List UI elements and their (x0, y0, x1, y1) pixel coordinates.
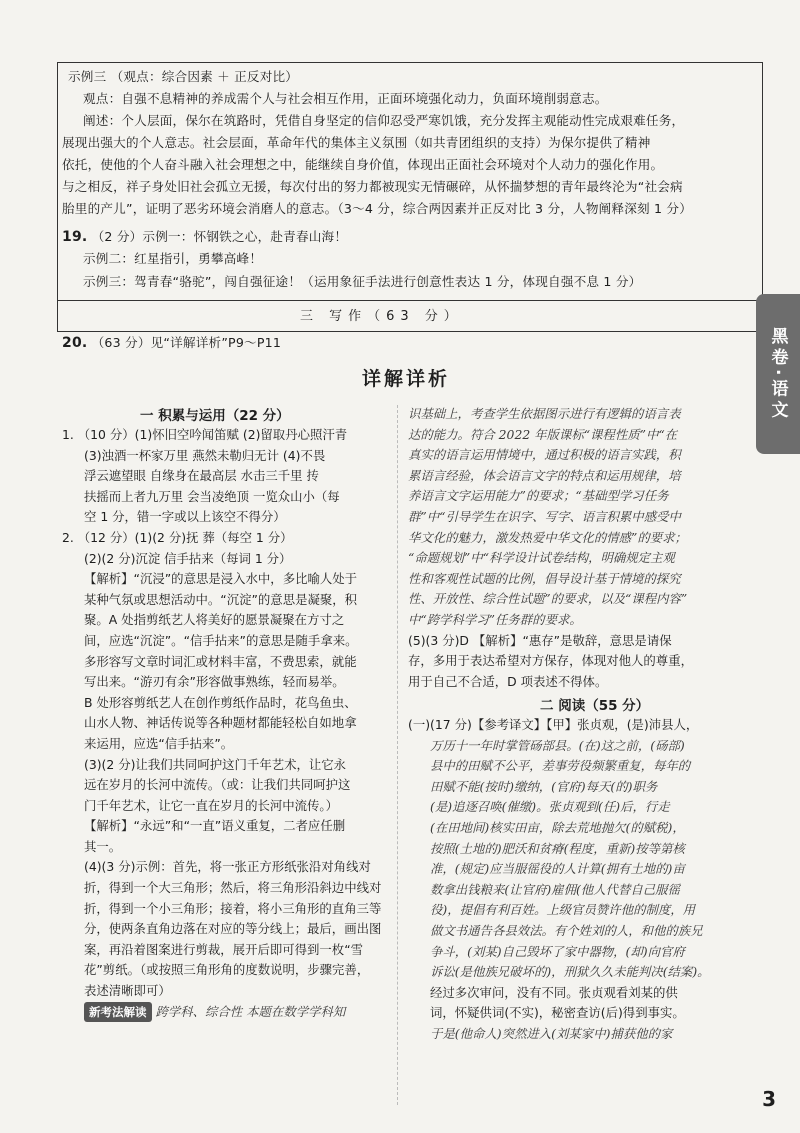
right-line: 于是(他命人)突然进入(刘某家中)捕获他的家 (430, 1025, 673, 1041)
column-divider (397, 405, 398, 1105)
left-line: (3)浊酒一杯家万里 燕然未勒归无计 (4)不畏 (84, 447, 326, 463)
right-line: 做文书通告各县效法。有个姓刘的人，和他的族兄 (430, 922, 703, 938)
box-line-6: 与之相反，祥子身处旧社会孤立无援，每次付出的努力都被现实无情碾碎，从怀揣梦想的青年最终沦为“社会病 (62, 179, 683, 194)
left-line: 某种气氛或思想活动中。“沉淀”的意思是凝聚，积 (84, 591, 358, 607)
right-line: 争斗，(刘某)自己毁坏了家中器物，(却)向官府 (430, 943, 685, 959)
section-2-title: 二 阅读（55 分） (540, 698, 650, 714)
right-line: 诉讼(是他族兄破坏的)，刑狱久久未能判决(结案)。 (430, 964, 710, 980)
new-exam-note (62, 1002, 394, 1023)
box-line-1: 示例三 （观点：综合因素 ＋ 正反对比） (68, 69, 299, 84)
right-line: 用于自己不合适，D 项表述不得体。 (408, 673, 608, 689)
q20-line (62, 334, 281, 352)
box-line-3: 阐述：个人层面，保尔在筑路时，凭借自身坚定的信仰忍受严寒饥饿，充分发挥主观能动性完成艰难任务， (83, 113, 685, 128)
right-line: (是)追逐召唤(催缴)。张贞观到(任)后，行走 (430, 799, 670, 815)
right-line: 万历十一年时掌管砀部县。(在)这之前，(砀部) (430, 737, 685, 753)
page-number: 3 (762, 1087, 776, 1111)
q19-line-1 (62, 228, 347, 246)
section-1-title: 一 积累与运用（22 分） (140, 408, 290, 424)
right-line: “命题规划”中“科学设计试卷结构，明确规定主观 (408, 550, 675, 566)
left-line: 【解析】“沉浸”的意思是浸入水中，多比喻人处于 (84, 571, 358, 587)
new-exam-text: 跨学科、综合性 本题在数学学科知 (155, 1003, 346, 1019)
right-line: 群”中“引导学生在识字、写字、语言积累中感受中 (408, 508, 681, 524)
left-line: 门千年艺术，让它一直在岁月的长河中流传。） (84, 797, 339, 813)
left-line: 聚。A 处指剪纸艺人将美好的愿景凝聚在方寸之 (84, 612, 345, 628)
left-line: 写出来。“游刃有余”形容做事熟练，轻而易举。 (84, 674, 345, 690)
section-divider (58, 300, 762, 301)
right-line: 达的能力。符合 2022 年版课标“课程性质”中“在 (408, 426, 678, 442)
left-line: (4)(3 分)示例：首先，将一张正方形纸张沿对角线对 (84, 859, 371, 875)
q19-text: （2 分）示例一：怀钢铁之心，赴青春山海！ (91, 229, 348, 244)
right-line: 累语言经验，体会语言文字的特点和运用规律，培 (408, 467, 681, 483)
left-line: (3)(2 分)让我们共同呵护这门千年艺术，让它永 (84, 756, 347, 772)
right-line: 词，怀疑供词(不实)，秘密查访(后)得到事实。 (430, 1005, 685, 1021)
right-line: 经过多次审问，没有不同。张贞观看刘某的供 (430, 984, 678, 1000)
right-line: 田赋不能(按时)缴纳，(官府)每天(的)职务 (430, 778, 658, 794)
left-line: 山水人物、神话传说等各种题材都能轻松自如地拿 (84, 715, 357, 731)
right-line: (在田地间)核实田亩，除去荒地抛欠(的赋税)， (430, 819, 685, 835)
left-line: 分，使两条直角边落在对应的等分线上；最后，画出图 (84, 921, 382, 937)
left-line: 间，应选“沉淀”。“信手拈来”的意思是随手拿来。 (84, 632, 358, 648)
q19-line-3: 示例三：驾青春“骆驼”，闯自强征途！（运用象征手法进行创意性表达 1 分，体现自强不息 1 分） (83, 274, 642, 289)
left-line: 案，再沿着图案进行剪裁，展开后即可得到一枚“雪 (84, 941, 364, 957)
right-line: (5)(3 分)D 【解析】“惠存”是敬辞，意思是请保 (408, 632, 672, 648)
box-line-5: 依托，使他的个人奋斗融入社会理想之中，能继续自身价值，体现出正面社会环境对个人动力的强化作用。 (62, 157, 664, 172)
q19-number: 19. (62, 229, 88, 245)
left-line: 空 1 分，错一字或以上该空不得分） (84, 509, 286, 525)
left-line: 花”剪纸。（或按照三角形角的度数说明，步骤完善， (84, 962, 370, 978)
right-line: 按照(土地的)肥沃和贫瘠(程度，重新)按等第核 (430, 840, 685, 856)
left-line: 扶摇而上者九万里 会当凌绝顶 一览众山小（每 (84, 488, 340, 504)
left-line: 其一。 (84, 838, 122, 854)
left-column (62, 425, 394, 1022)
section-3-title: 三 写作（63 分） (300, 309, 463, 324)
right-line: 役)，提倡有利百姓。上级官员赞许他的制度，用 (430, 902, 696, 918)
right-line: (一)(17 分)【参考译文】【甲】张贞观，(是)沛县人， (408, 717, 699, 732)
q20-number: 20. (62, 335, 88, 351)
left-line: 表述清晰即可） (84, 983, 171, 999)
right-line: 数拿出钱粮来(让官府)雇佣(他人代替自己服徭 (430, 881, 680, 897)
left-line: (2)(2 分)沉淀 信手拈来（每词 1 分） (84, 550, 292, 566)
right-line: 养语言文字运用能力”的要求；“基础型学习任务 (408, 488, 669, 504)
box-line-7: 胎里的产儿”，证明了恶劣环境会消磨人的意志。（3～4 分，综合两因素并正反对比 3 分，人物阐释深刻 1 分） (62, 201, 693, 216)
left-line: 1. （10 分）(1)怀旧空吟闻笛赋 (2)留取丹心照汗青 (62, 427, 348, 442)
left-line: 多形容写文章时词汇或材料丰富，不费思索，就能 (84, 653, 357, 669)
left-line: 2. （12 分）(1)(2 分)抚 葬（每空 1 分） (62, 529, 293, 545)
left-line: 折，得到一个小三角形；接着，将小三角形的直角三等 (84, 900, 382, 916)
right-line: 准，(规定)应当服徭役的人计算(拥有土地的)亩 (430, 861, 685, 877)
right-line: 中“跨学科学习”任务群的要求。 (408, 611, 582, 627)
right-column-top (408, 404, 748, 692)
right-line: 识基础上，考查学生依据图示进行有逻辑的语言表 (408, 406, 681, 421)
left-line: 来运用，应选“信手拈来”。 (84, 735, 234, 751)
box-line-2: 观点：自强不息精神的养成需个人与社会相互作用，正面环境强化动力，负面环境削弱意志。 (83, 91, 608, 106)
side-tab: 黑卷·语文 (756, 294, 800, 454)
box-line-4: 展现出强大的个人意志。社会层面，革命年代的集体主义氛围（如共青团组织的支持）为保尔提供了精神 (62, 135, 651, 150)
page-heading: 详解详析 (362, 368, 451, 390)
right-line: 性和客观性试题的比例，倡导设计基于情境的探究 (408, 570, 681, 586)
left-line: 远在岁月的长河中流传。（或：让我们共同呵护这 (84, 777, 351, 793)
left-line: 折，得到一个大三角形；然后，将三角形沿斜边中线对 (84, 880, 382, 896)
q20-text: （63 分）见“详解详析”P9～P11 (91, 335, 282, 350)
left-line: B 处形容剪纸艺人在创作剪纸作品时，花鸟鱼虫、 (84, 694, 357, 710)
right-line: 县中的田赋不公平，差事劳役频繁重复，每年的 (430, 758, 691, 774)
right-column-bottom (408, 715, 748, 1045)
q19-line-2: 示例二：红星指引，勇攀高峰！ (83, 251, 263, 266)
left-line: 浮云遮望眼 自缘身在最高层 水击三千里 抟 (84, 468, 319, 484)
right-line: 存，多用于表达希望对方保存，体现对他人的尊重， (408, 653, 693, 669)
new-exam-badge: 新考法解读 (84, 1002, 152, 1023)
right-line: 真实的语言运用情境中，通过积极的语言实践，积 (408, 447, 681, 463)
right-line: 性、开放性、综合性试题”的要求，以及“课程内容” (408, 591, 688, 607)
left-line: 【解析】“永远”和“一直”语义重复，二者应任删 (84, 818, 346, 834)
right-line: 华文化的魅力，激发热爱中华文化的情感”的要求； (408, 529, 687, 545)
